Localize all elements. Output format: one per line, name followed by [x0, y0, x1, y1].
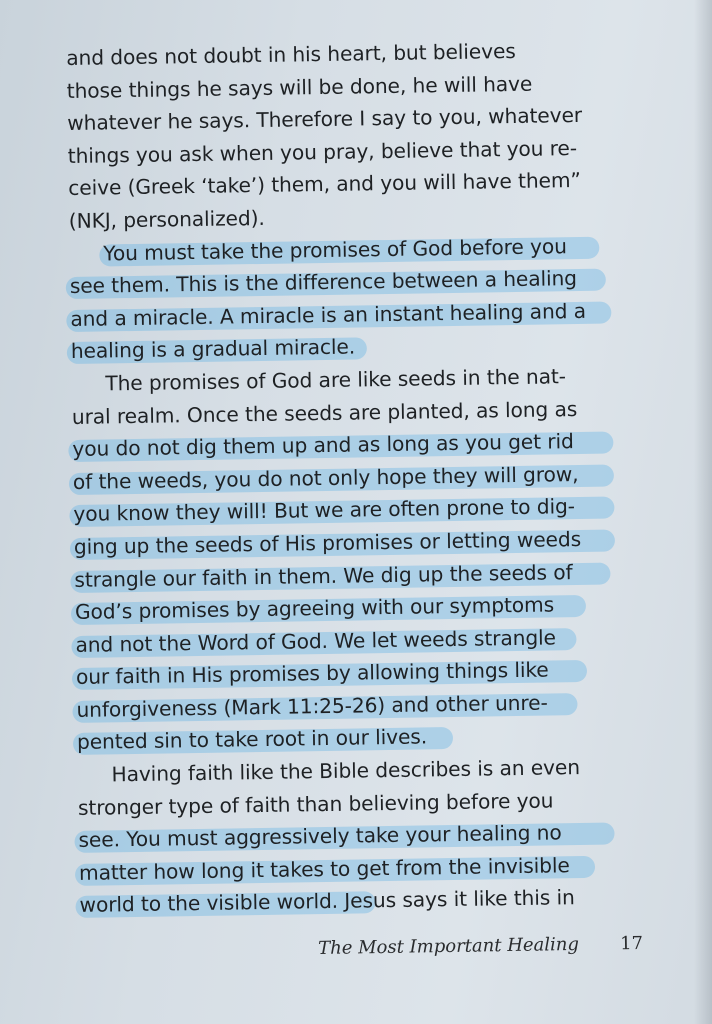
- text-line: ceive (Greek ‘take’) them, and you will have them”: [68, 168, 581, 201]
- text-line: ural realm. Once the seeds are planted, as long as: [71, 396, 578, 429]
- text-line: stronger type of faith than believing before you: [77, 788, 554, 820]
- text-line-highlighted: God’s promises by agreeing with our symptoms: [75, 587, 635, 628]
- text-line-highlighted: and a miracle. A miracle is an instant healing and a: [70, 294, 630, 335]
- text-line: The promises of God are like seeds in the nat-: [105, 364, 567, 396]
- text-line: those things he says will be done, he will have: [66, 71, 533, 103]
- page-number: 17: [619, 932, 644, 955]
- text-line-highlighted: healing is a gradual miracle.: [71, 327, 631, 368]
- text-line-highlighted: pented sin to take root in our lives.: [77, 718, 637, 759]
- text-line: whatever he says. Therefore I say to you, whatever: [67, 103, 583, 136]
- text-line: things you ask when you pray, believe that you re-: [67, 135, 578, 168]
- text-line-highlighted: matter how long it takes to get from the invisible: [79, 848, 639, 889]
- text-line-highlighted: you do not dig them up and as long as you get rid: [72, 424, 632, 465]
- page-edge-shadow: [694, 0, 712, 1024]
- text-line-highlighted: ging up the seeds of His promises or letting weeds: [74, 522, 634, 563]
- text-line-highlighted: our faith in His promises by allowing things like: [76, 652, 636, 693]
- text-line-highlighted: see. You must aggressively take your healing no: [78, 815, 638, 856]
- page-footer: [318, 933, 648, 966]
- text-line-highlighted: you know they will! But we are often prone to dig-: [73, 489, 633, 530]
- text-line: and does not doubt in his heart, but believes: [66, 38, 516, 70]
- text-line: (NKJ, personalized).: [68, 205, 265, 233]
- text-line: Having faith like the Bible describes is an even: [111, 755, 581, 787]
- text-line-highlighted: and not the Word of God. We let weeds strangle: [75, 620, 635, 661]
- text-line-highlighted: see them. This is the difference between a healing: [70, 261, 630, 302]
- text-line-highlighted: world to the visible world. Jesus says it like this in: [79, 881, 639, 922]
- body-text: [66, 33, 640, 922]
- text-line-highlighted: strangle our faith in them. We dig up the seeds of: [74, 555, 634, 596]
- running-title: The Most Important Healing: [318, 933, 580, 959]
- text-line-highlighted: unforgiveness (Mark 11:25-26) and other unre-: [76, 685, 636, 726]
- text-line-highlighted: of the weeds, you do not only hope they will grow,: [73, 457, 633, 498]
- text-line-highlighted: You must take the promises of God before you: [69, 229, 629, 270]
